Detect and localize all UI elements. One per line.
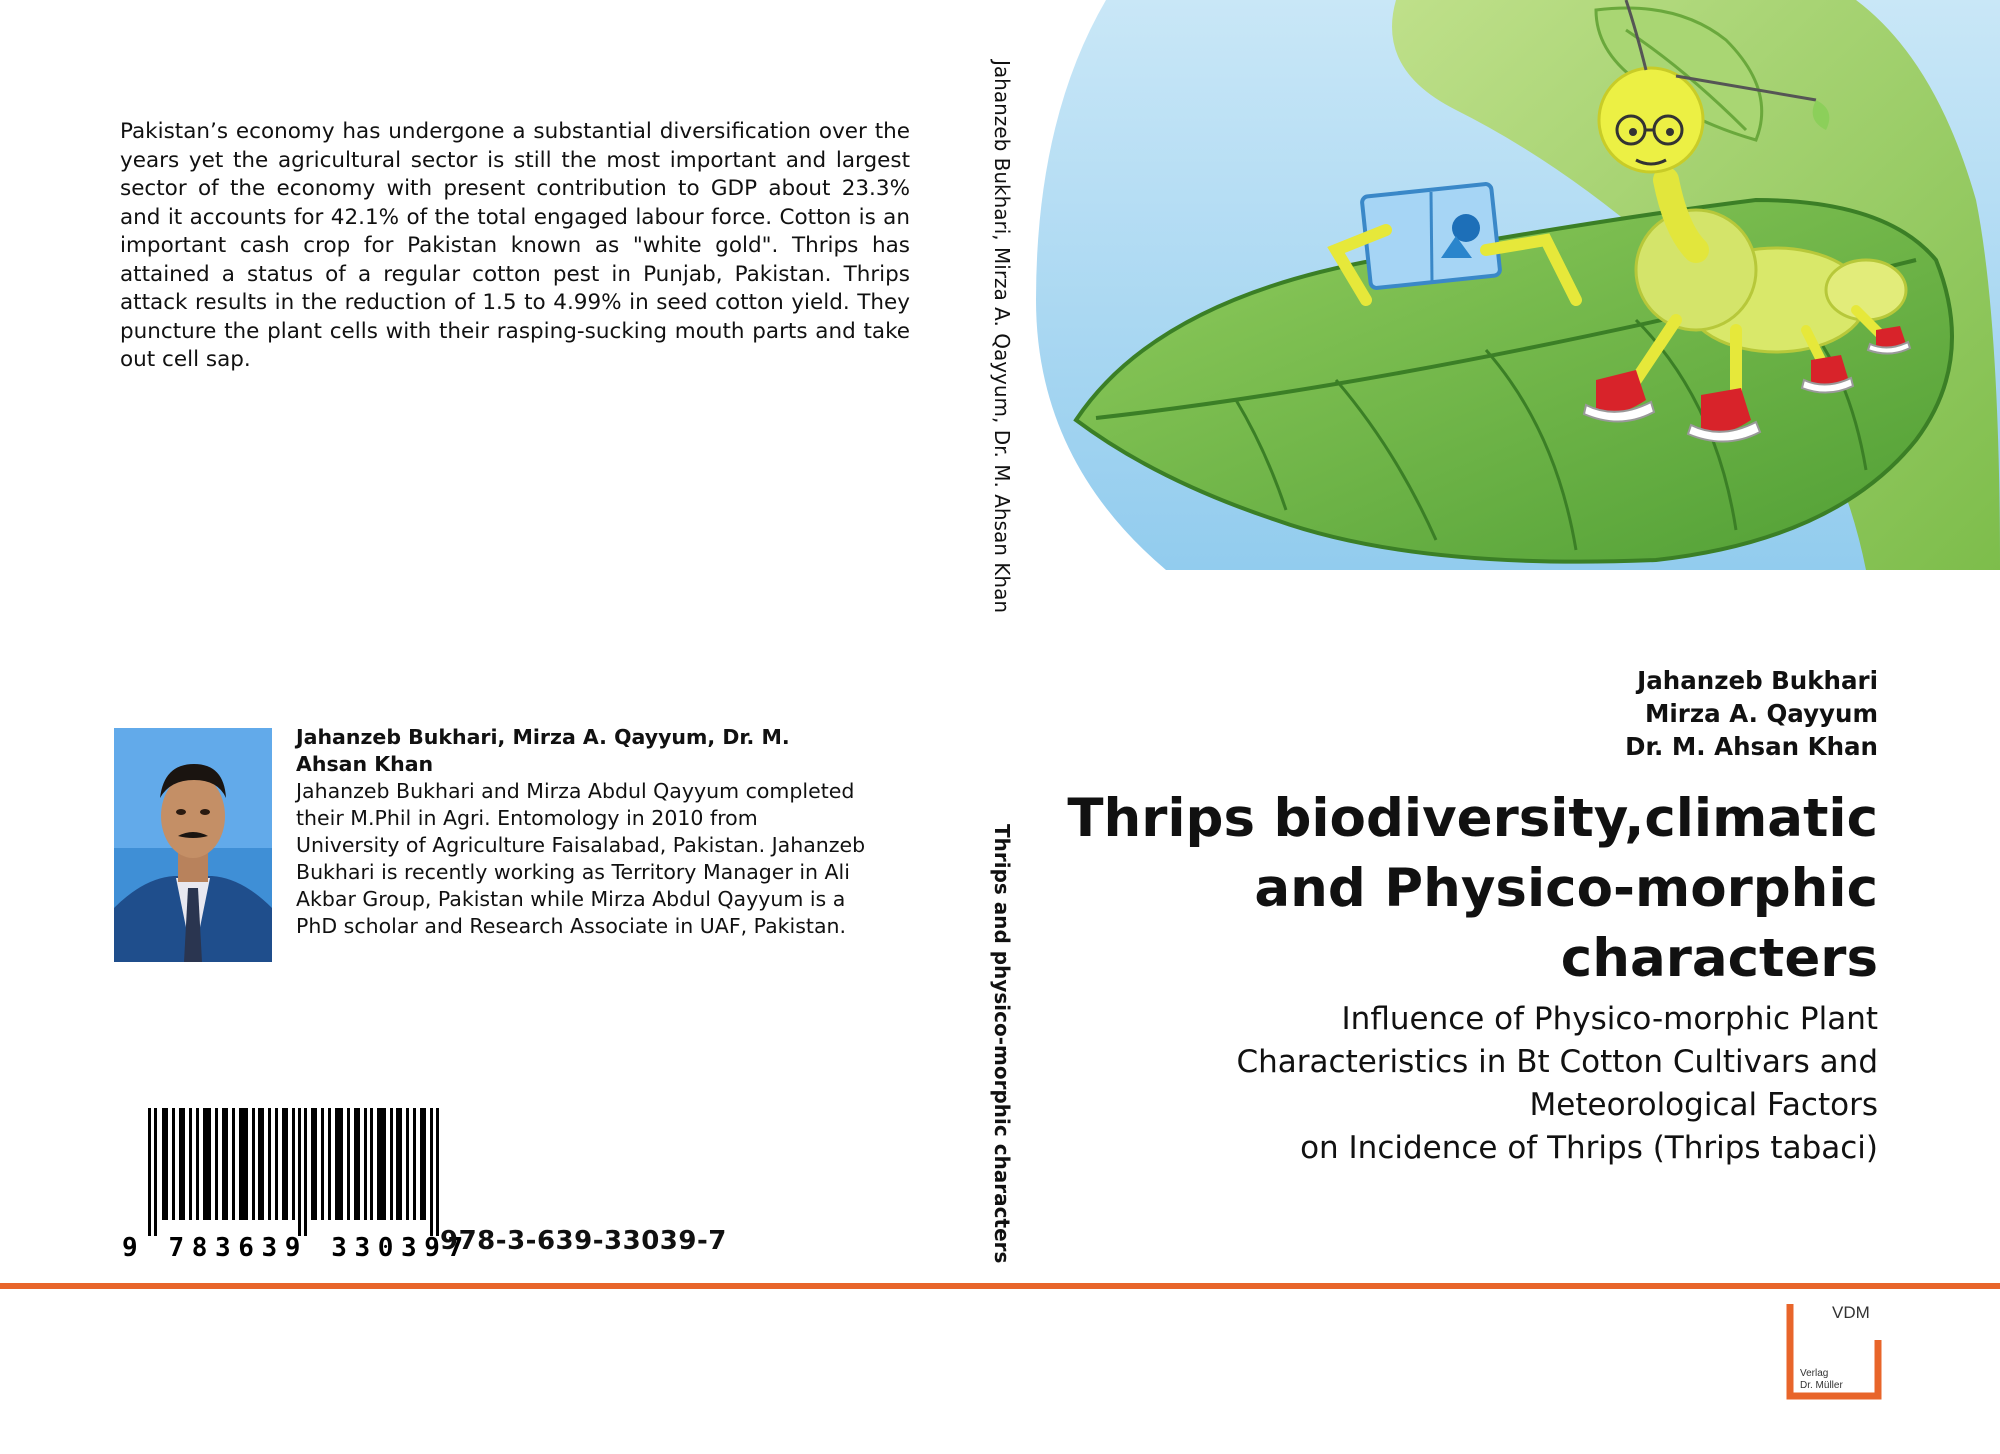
barcode-digits: 9 783639 330397 (122, 1233, 471, 1258)
spine-authors: Jahanzeb Bukhari, Mirza A. Qayyum, Dr. M. Ahsan Khan (990, 60, 1014, 614)
publisher-line2: Dr. Müller (1800, 1380, 1843, 1391)
front-author-3: Dr. M. Ahsan Khan (1625, 732, 1878, 761)
orange-divider (0, 1283, 2000, 1289)
bio-text: Jahanzeb Bukhari and Mirza Abdul Qayyum completed their M.Phil in Agri. Entomology in 2010 from University of Agriculture Faisalabad, Pakistan. Jahanzeb Bukhari is recently working as Territory Manager in Ali Akbar Group, Pakistan while Mirza Abdul Qayyum is a PhD scholar and Research Associate in UAF, Pakistan. (296, 779, 866, 938)
book-subtitle (978, 998, 1878, 1170)
front-author-2: Mirza A. Qayyum (1645, 699, 1878, 728)
publisher-line1: Verlag (1800, 1368, 1829, 1379)
bio-author-names: Jahanzeb Bukhari, Mirza A. Qayyum, Dr. M. Ahsan Khan (296, 725, 790, 776)
book-title: Thrips biodiversity,climatic and Physico-morphic characters (1067, 788, 1878, 989)
subtitle-line: Meteorological Factors (1529, 1087, 1878, 1123)
cover-illustration (1036, 0, 2000, 570)
author-bio (296, 724, 866, 940)
subtitle-line: Influence of Physico-morphic Plant (1341, 1001, 1878, 1037)
publisher-name: VDM (1832, 1303, 1870, 1322)
front-cover-authors (1625, 664, 1878, 763)
publisher-logo (1786, 1300, 1882, 1400)
spine-title: Thrips and physico-morphic characters (990, 824, 1014, 1264)
subtitle-line: Characteristics in Bt Cotton Cultivars and (1236, 1044, 1878, 1080)
back-cover-blurb: Pakistan’s economy has undergone a substantial diversification over the years yet the agricultural sector is still the most important and largest sector of the economy with present contribution to GDP about 23.3% and it accounts for 42.1% of the total engaged labour force. Cotton is an important cash crop for Pakistan known as "white gold". Thrips has attained a status of a regular cotton pest in Punjab, Pakistan. Thrips attack results in the reduction of 1.5 to 4.99% in seed cotton yield. They puncture the plant cells with their rasping-sucking mouth parts and take out cell sap. (120, 119, 910, 372)
subtitle-line: on Incidence of Thrips (Thrips tabaci) (1300, 1130, 1878, 1166)
front-author-1: Jahanzeb Bukhari (1637, 666, 1878, 695)
author-photo (114, 728, 272, 962)
barcode-bars (148, 1108, 439, 1236)
isbn-number: 978-3-639-33039-7 (440, 1226, 727, 1256)
